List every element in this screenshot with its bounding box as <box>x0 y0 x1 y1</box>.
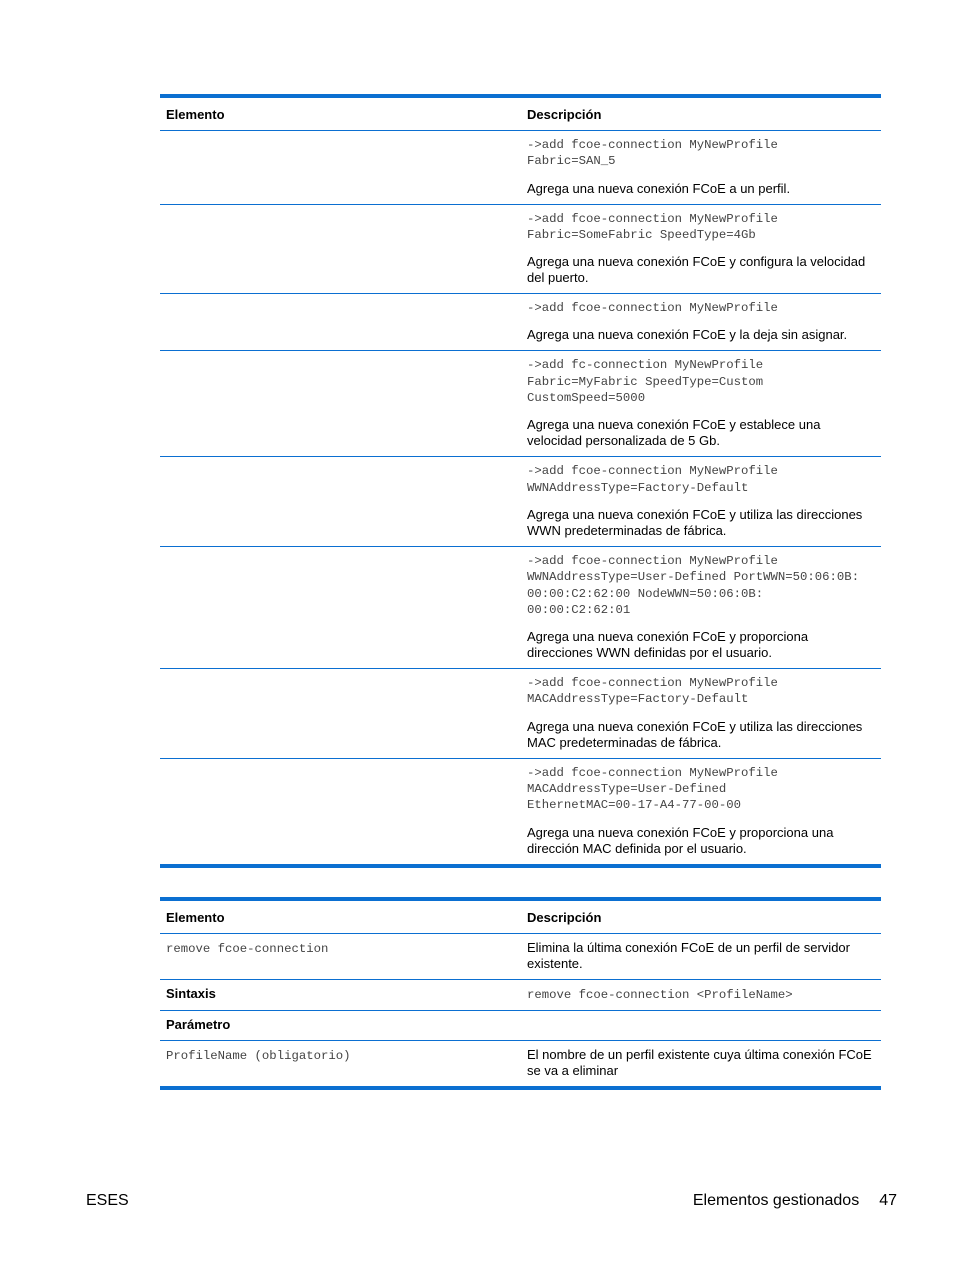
command-example: ->add fc-connection MyNewProfile Fabric=MyFabric SpeedType=Custom CustomSpeed=5000 <box>527 358 764 406</box>
command-example: ->add fcoe-connection MyNewProfile WWNAddressType=User-Defined PortWWN=50:06:0B: 00:00:C2:62:00 NodeWWN=50:06:0B: 00:00:C2:62:01 <box>527 553 860 617</box>
table-row <box>160 758 881 865</box>
table-row <box>160 669 881 759</box>
command-example: ->add fcoe-connection MyNewProfile Fabric=SomeFabric SpeedType=4Gb <box>527 211 778 242</box>
table-row <box>160 131 881 205</box>
parameter-name: ProfileName (obligatorio) <box>166 1049 351 1064</box>
example-description: Agrega una nueva conexión FCoE a un perfil. <box>527 180 791 196</box>
examples-table <box>160 94 881 868</box>
parameter-label: Parámetro <box>160 1011 521 1041</box>
parameter-name-cell <box>160 1041 521 1089</box>
syntax-label: Sintaxis <box>160 980 521 1011</box>
description-cell <box>521 546 881 668</box>
syntax-cell <box>521 980 881 1011</box>
example-description: Agrega una nueva conexión FCoE y proporciona una dirección MAC definida por el usuario. <box>527 824 834 856</box>
table-row <box>160 204 881 294</box>
elemento-cell <box>160 204 521 294</box>
description-cell <box>521 669 881 759</box>
table-row <box>160 1011 881 1041</box>
table-row <box>160 351 881 457</box>
table-row <box>160 1041 881 1089</box>
command-example: ->add fcoe-connection MyNewProfile Fabric=SAN_5 <box>527 138 778 169</box>
header-elemento: Elemento <box>160 899 521 934</box>
description-cell <box>521 758 881 865</box>
footer-locale: ESES <box>86 1192 129 1209</box>
elemento-cell <box>160 758 521 865</box>
command-example: ->add fcoe-connection MyNewProfile WWNAddressType=Factory-Default <box>527 464 778 495</box>
header-descripcion: Descripción <box>521 96 881 131</box>
elemento-cell <box>160 294 521 351</box>
header-descripcion: Descripción <box>521 899 881 934</box>
example-description: Agrega una nueva conexión FCoE y establece una velocidad personalizada de 5 Gb. <box>527 417 821 449</box>
syntax-value: remove fcoe-connection <ProfileName> <box>527 988 793 1002</box>
example-description: Agrega una nueva conexión FCoE y proporciona direcciones WWN definidas por el usuario. <box>527 629 809 661</box>
elemento-cell <box>160 546 521 668</box>
description-cell <box>521 204 881 294</box>
footer-section-title: Elementos gestionados <box>692 1192 860 1209</box>
command-description: Elimina la última conexión FCoE de un perfil de servidor existente. <box>521 934 881 980</box>
command-cell <box>160 934 521 980</box>
parameter-description: El nombre de un perfil existente cuya última conexión FCoE se va a eliminar <box>521 1041 881 1089</box>
elemento-cell <box>160 457 521 547</box>
example-description: Agrega una nueva conexión FCoE y la deja sin asignar. <box>527 327 848 343</box>
elemento-cell <box>160 669 521 759</box>
example-description: Agrega una nueva conexión FCoE y utiliza las direcciones WWN predeterminadas de fábrica. <box>527 506 863 538</box>
command-name: remove fcoe-connection <box>166 942 329 956</box>
table-header-row <box>160 96 881 131</box>
table-row <box>160 934 881 980</box>
description-cell <box>521 351 881 457</box>
parameter-empty-cell <box>521 1011 881 1041</box>
table-row <box>160 457 881 547</box>
elemento-cell <box>160 351 521 457</box>
footer-section <box>693 1192 897 1210</box>
table-row <box>160 546 881 668</box>
table-row <box>160 980 881 1011</box>
remove-fcoe-connection-table <box>160 897 881 1090</box>
header-elemento: Elemento <box>160 96 521 131</box>
command-example: ->add fcoe-connection MyNewProfile MACAddressType=User-Defined EthernetMAC=00-17-A4-77-00-00 <box>527 765 778 813</box>
example-description: Agrega una nueva conexión FCoE y configura la velocidad del puerto. <box>527 254 866 286</box>
description-cell <box>521 457 881 547</box>
page-number: 47 <box>879 1192 897 1209</box>
description-cell <box>521 294 881 351</box>
table-header-row <box>160 899 881 934</box>
command-example: ->add fcoe-connection MyNewProfile MACAddressType=Factory-Default <box>527 676 778 707</box>
elemento-cell <box>160 131 521 205</box>
command-example: ->add fcoe-connection MyNewProfile <box>527 301 778 316</box>
example-description: Agrega una nueva conexión FCoE y utiliza las direcciones MAC predeterminadas de fábrica. <box>527 718 863 750</box>
description-cell <box>521 131 881 205</box>
table-row <box>160 294 881 351</box>
